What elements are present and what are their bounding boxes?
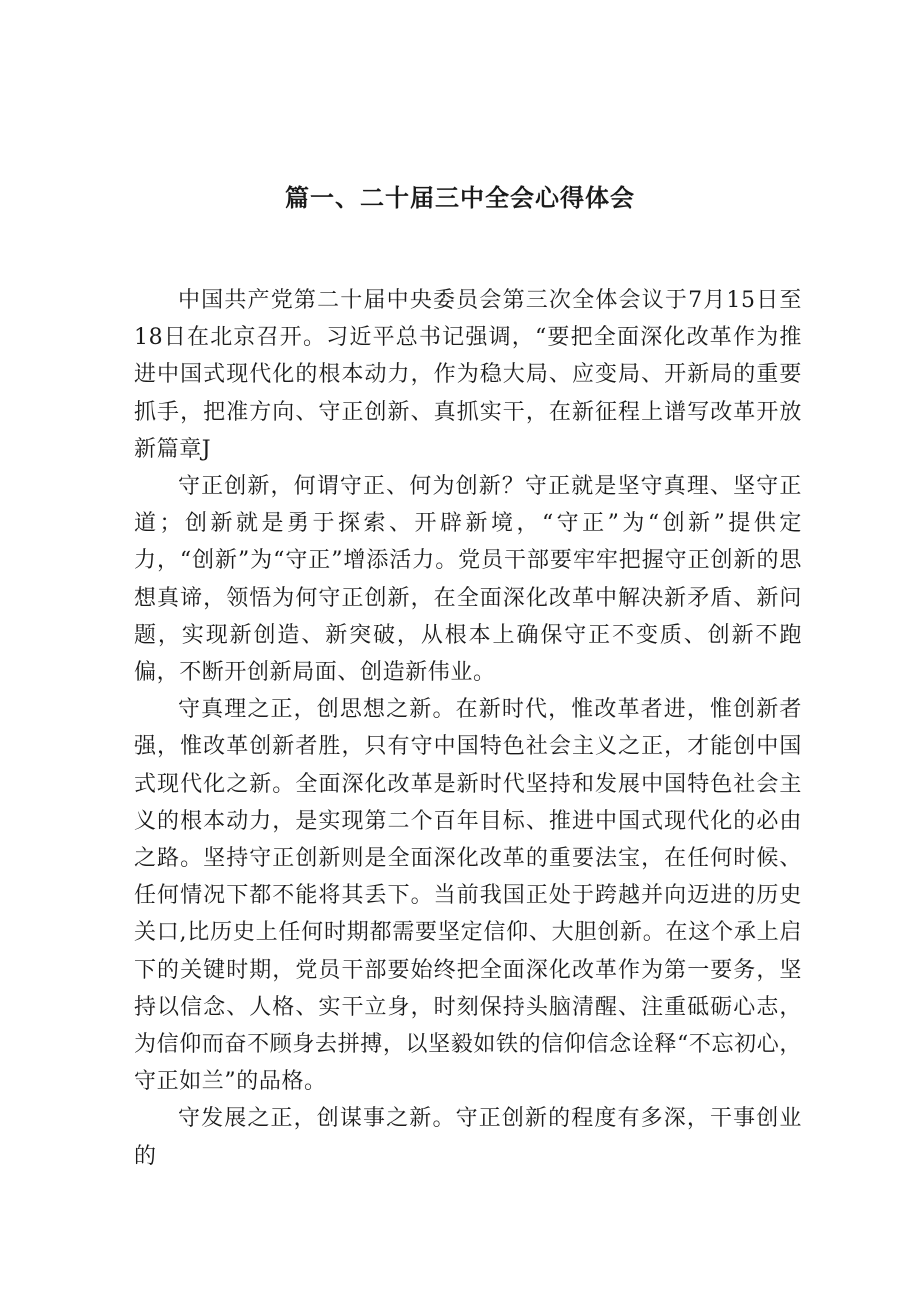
paragraph-3: 守真理之正，创思想之新。在新时代，惟改革者进，惟创新者强，惟改革创新者胜，只有守中国特色社会主义之正，才能创中国式现代化之新。全面深化改革是新时代坚持和发展中国特色社会主义的根本动力，是实现第二个百年目标、推进中国式现代化的必由之路。坚持守正创新则是全面深化改革的重要法宝，在任何时候、任何情况下都不能将其丢下。当前我国正处于跨越并向迈进的历史关口,比历史上任何时期都需要坚定信仰、大胆创新。在这个承上启下的关键时期，党员干部要始终把全面深化改革作为第一要务，坚持以信念、人格、实干立身，时刻保持头脑清醒、注重砥砺心志，为信仰而奋不顾身去拼搏，以坚毅如铁的信仰信念诠释“不忘初心，守正如兰”的品格。	[134, 697, 802, 1095]
paragraph-1: 中国共产党第二十届中央委员会第三次全体会议于7月15日至18日在北京召开。习近平总书记强调，“要把全面深化改革作为推进中国式现代化的根本动力，作为稳大局、应变局、开新局的重要抓手，把准方向、守正创新、真抓实干，在新征程上谱写改革开放新篇章J	[134, 288, 802, 462]
paragraph-2: 守正创新，何谓守正、何为创新？守正就是坚守真理、坚守正道；创新就是勇于探索、开辟新境，“守正”为“创新”提供定力，“创新”为“守正”增添活力。党员干部要牢牢把握守正创新的思想真谛，领悟为何守正创新，在全面深化改革中解决新矛盾、新问题，实现新创造、新突破，从根本上确保守正不变质、创新不跑偏，不断开创新局面、创造新伟业。	[134, 474, 802, 686]
document-body	[134, 282, 802, 1175]
document-title: 篇一、二十届三中全会心得体会	[285, 184, 635, 212]
paragraph-4: 守发展之正，创谋事之新。守正创新的程度有多深，干事创业的	[134, 1106, 802, 1169]
